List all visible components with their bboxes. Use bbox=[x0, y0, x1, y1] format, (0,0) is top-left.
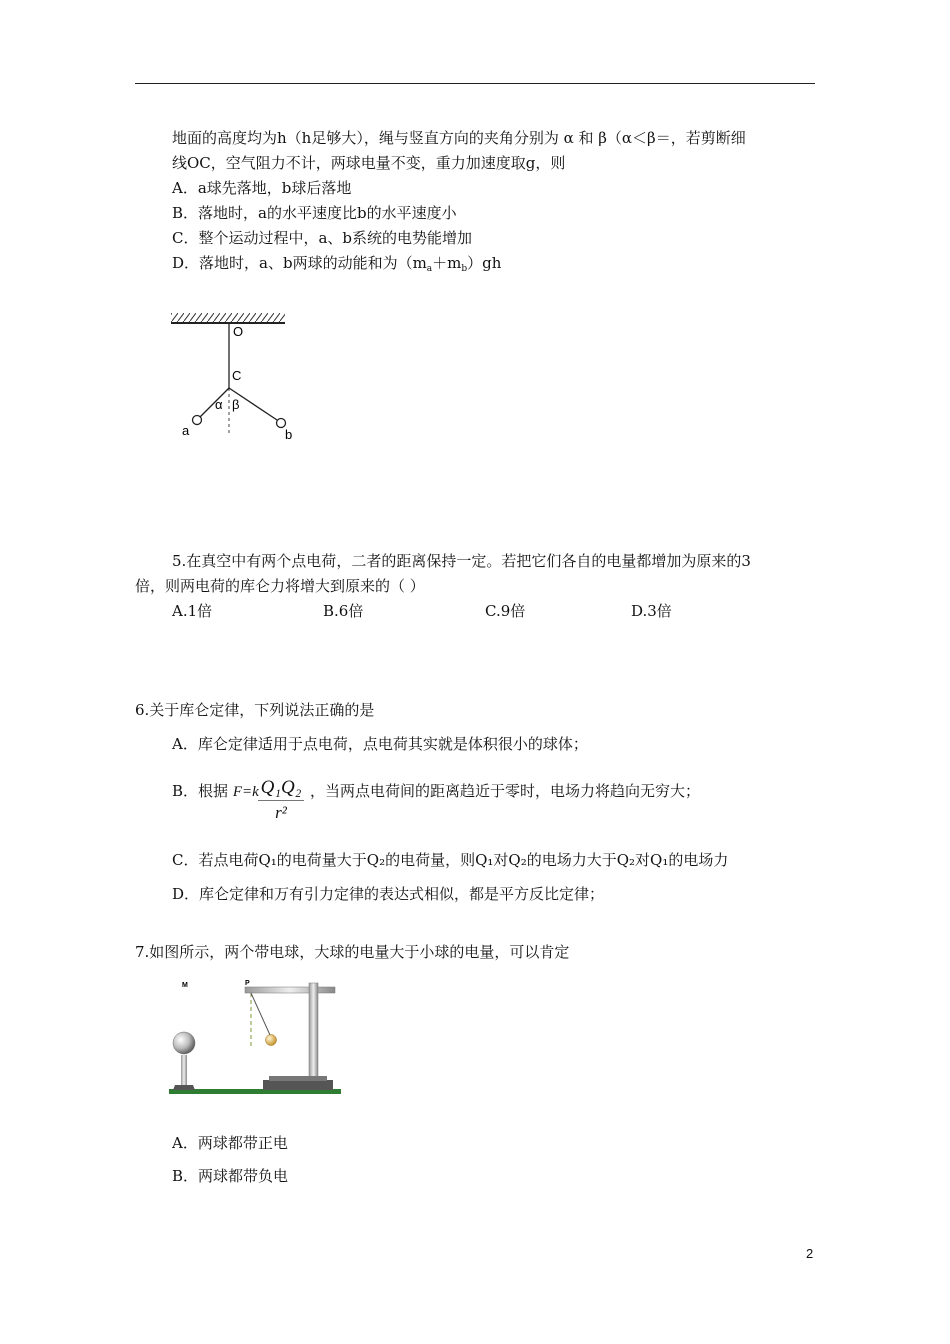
header-rule bbox=[135, 83, 815, 84]
q7-option-a: A．两球都带正电 bbox=[172, 1134, 288, 1152]
q4-option-a: A．a球先落地，b球后落地 bbox=[172, 179, 352, 197]
q5-stem-line1: 5.在真空中有两个点电荷，二者的距离保持一定。若把它们各自的电量都增加为原来的3 bbox=[172, 552, 751, 570]
formula-numerator: Q₁Q₂ bbox=[258, 776, 304, 801]
ceiling-hatch bbox=[171, 313, 285, 323]
q5-stem-line2: 倍，则两电荷的库仑力将增大到原来的（ ） bbox=[135, 577, 425, 595]
q4-figure bbox=[160, 305, 310, 450]
formula-denominator: r² bbox=[275, 803, 287, 822]
label-a: a bbox=[182, 423, 190, 438]
stand-p-base bbox=[263, 1080, 333, 1090]
large-charged-ball bbox=[173, 1032, 195, 1054]
suspension-thread bbox=[251, 993, 270, 1035]
small-charged-ball bbox=[266, 1035, 277, 1046]
stand-m-base bbox=[173, 1085, 195, 1090]
stand-p-crossbar bbox=[245, 987, 335, 993]
q7-option-b: B．两球都带负电 bbox=[172, 1167, 289, 1185]
q6-option-b-prefix: B．根据 F=k bbox=[172, 782, 259, 800]
stand-p-pole bbox=[309, 983, 318, 1081]
label-m: M bbox=[182, 982, 188, 989]
q7-stem: 7.如图所示，两个带电球，大球的电量大于小球的电量，可以肯定 bbox=[135, 943, 570, 961]
ball-a bbox=[193, 416, 202, 425]
label-c: C bbox=[232, 368, 242, 383]
q5-option-a: A.1倍 bbox=[172, 602, 213, 620]
label-o: O bbox=[233, 324, 244, 339]
coulomb-formula-fraction bbox=[258, 776, 304, 825]
q6-option-b-suffix: ，当两点电荷间的距离趋近于零时，电场力将趋向无穷大； bbox=[310, 782, 701, 800]
label-p: P bbox=[245, 980, 250, 987]
q5-option-b: B.6倍 bbox=[323, 602, 364, 620]
q4-option-d: D．落地时，a、b两球的动能和为$(m_a+m_b)gh$ bbox=[172, 254, 502, 274]
q6-option-c: C．若点电荷Q₁的电荷量大于Q₂的电荷量，则Q₁对Q₂的电场力大于Q₂对Q₁的电场力 bbox=[172, 851, 729, 869]
q7-figure bbox=[165, 975, 345, 1100]
stand-p-base-top bbox=[269, 1076, 327, 1081]
q4-stem-line1: 地面的高度均为h（h足够大），绳与竖直方向的夹角分别为 α 和 β（α＜β＝，若剪断细 bbox=[172, 129, 746, 147]
q5-option-d: D.3倍 bbox=[631, 602, 672, 620]
q6-stem: 6.关于库仑定律，下列说法正确的是 bbox=[135, 701, 375, 719]
q6-option-a: A．库仑定律适用于点电荷，点电荷其实就是体积很小的球体； bbox=[172, 735, 588, 753]
q4-option-c: C．整个运动过程中，a、b系统的电势能增加 bbox=[172, 229, 473, 247]
stand-m-pole bbox=[181, 1055, 187, 1085]
q5-option-c: C.9倍 bbox=[485, 602, 526, 620]
label-alpha: α bbox=[215, 397, 223, 412]
label-beta: β bbox=[232, 397, 240, 412]
q4-option-b: B．落地时，a的水平速度比b的水平速度小 bbox=[172, 204, 457, 222]
label-b: b bbox=[285, 427, 293, 442]
q4-stem-line2: 线OC，空气阻力不计，两球电量不变，重力加速度取g，则 bbox=[172, 154, 566, 172]
formula-lhs: F=k bbox=[232, 784, 259, 800]
page-number: 2 bbox=[806, 1246, 814, 1261]
q6-option-d: D．库仑定律和万有引力定律的表达式相似，都是平方反比定律； bbox=[172, 885, 605, 903]
